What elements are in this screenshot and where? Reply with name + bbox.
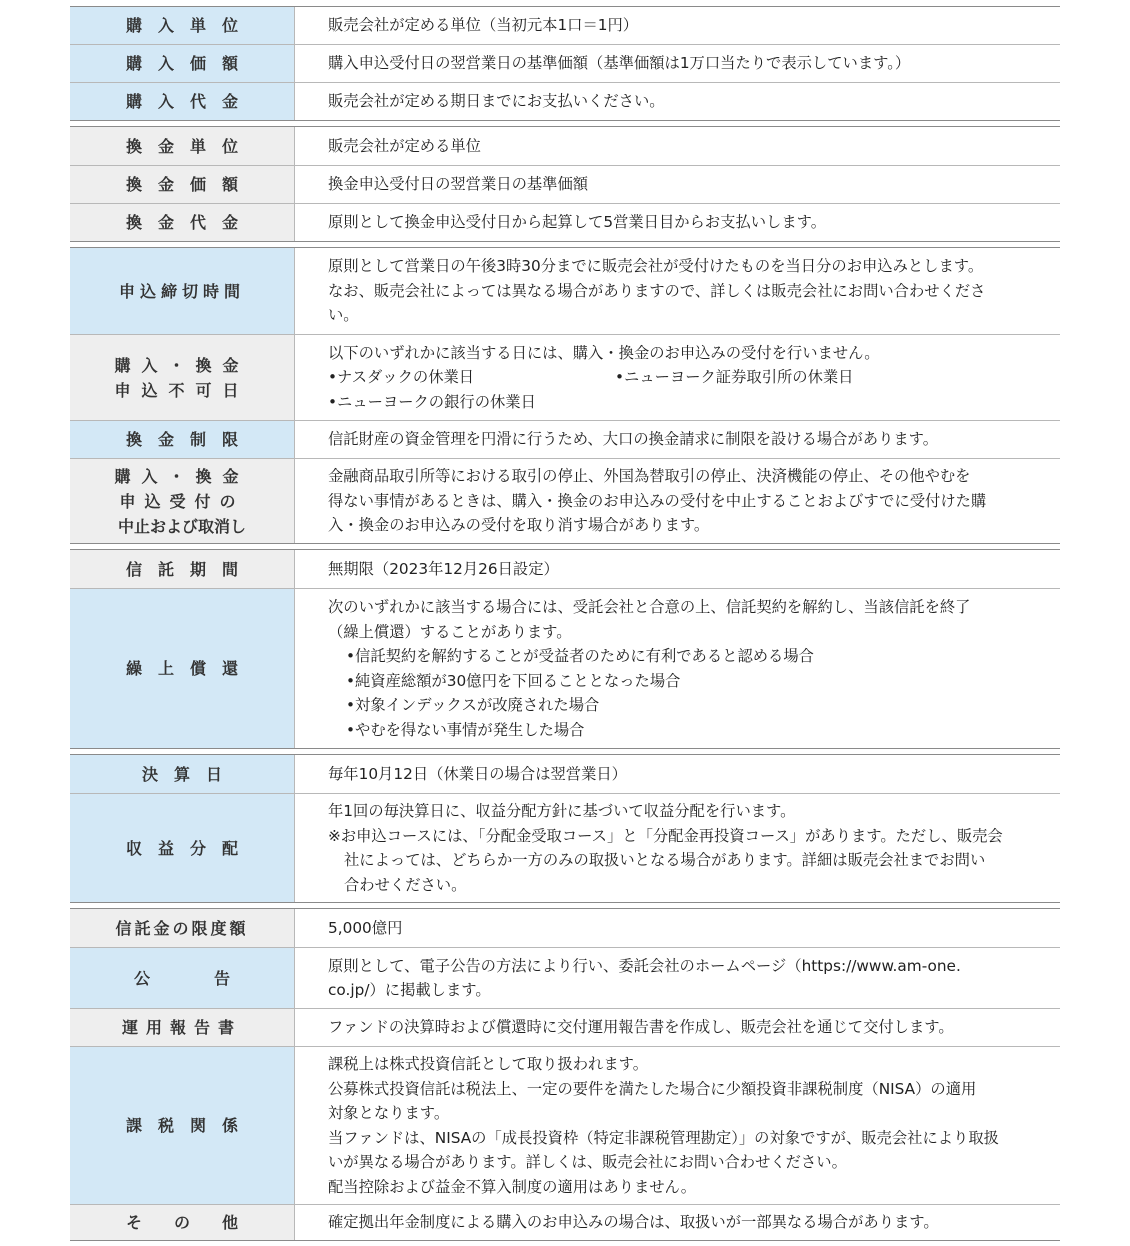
row-value [295, 794, 1060, 902]
table-row [70, 909, 1060, 947]
text-line: 金融商品取引所等における取引の停止、外国為替取引の停止、決済機能の停止、その他やむを [328, 467, 971, 486]
row-label: 収 益 分 配 [70, 794, 295, 902]
note-line: 合わせください。 [344, 875, 467, 894]
row-label: 購 入 単 位 [70, 7, 295, 44]
table-row [70, 420, 1060, 458]
text-line: 次のいずれかに該当する場合には、受託会社と合意の上、信託契約を解約し、当該信託を終了 [328, 598, 971, 616]
text-line: （繰上償還）することがあります。 [328, 622, 572, 641]
redemption-group [70, 126, 1060, 242]
text-line: 当ファンドは、NISAの「成長投資枠（特定非課税管理勘定）」の対象ですが、販売会社により取扱 [328, 1128, 999, 1147]
text-line: 以下のいずれかに該当する日には、購入・換金のお申込みの受付を行いません。 [328, 343, 880, 362]
row-value: 5,000億円 [328, 918, 403, 937]
text-line: 原則として営業日の午後3時30分までに販売会社が受付けたものを当日分のお申込みとします。 [328, 257, 984, 276]
table-row [70, 127, 1060, 165]
orders-group [70, 247, 1060, 544]
table-row [70, 947, 1060, 1008]
table-row [70, 165, 1060, 203]
list-item: •純資産総額が30億円を下回ることとなった場合 [346, 671, 681, 690]
row-label [70, 459, 295, 543]
table-row [70, 1008, 1060, 1046]
text-line: い。 [328, 306, 359, 325]
row-label: 信託金の限度額 [70, 909, 295, 947]
note-line: ※お申込コースには、「分配金受取コース」と「分配金再投資コース」があります。ただし、販売会 [328, 826, 1003, 845]
list-item: •信託契約を解約することが受益者のために有利であると認める場合 [346, 647, 814, 665]
purchase-group [70, 6, 1060, 121]
other-group [70, 908, 1060, 1241]
table-row [70, 458, 1060, 543]
row-value: 販売会社が定める単位 [328, 136, 481, 155]
list-item: •対象インデックスが改廃された場合 [346, 696, 600, 714]
row-value [295, 459, 1060, 543]
table-row [70, 203, 1060, 241]
fund-terms-table [70, 6, 1060, 1246]
list-item: •ニューヨークの銀行の休業日 [328, 392, 536, 411]
note-line: 社によっては、どちらか一方のみの取扱いとなる場合があります。詳細は販売会社までお問い [344, 851, 986, 869]
table-row [70, 755, 1060, 793]
row-value: 販売会社が定める単位（当初元本1口＝1円） [328, 16, 639, 35]
list-item: •やむを得ない事情が発生した場合 [346, 720, 585, 739]
row-label [70, 335, 295, 420]
row-value: 確定拠出年金制度による購入のお申込みの場合は、取扱いが一部異なる場合があります。 [328, 1213, 939, 1232]
text-line: 配当控除および益金不算入制度の適用はありません。 [328, 1177, 697, 1196]
label-line: 申込不可日 [114, 380, 250, 400]
row-value [295, 248, 1060, 334]
row-label: 申込締切時間 [70, 248, 295, 334]
row-label: 信 託 期 間 [70, 550, 295, 588]
row-label: 運用報告書 [70, 1009, 295, 1046]
row-value [295, 335, 1060, 420]
table-row [70, 550, 1060, 588]
text-line: 年1回の毎決算日に、収益分配方針に基づいて収益分配を行います。 [328, 802, 796, 820]
row-label: 公 告 [70, 948, 295, 1008]
row-value [295, 589, 1060, 748]
text-line: 原則として、電子公告の方法により行い、委託会社のホームページ（https://www.am-one. [328, 956, 961, 975]
row-label: 換 金 価 額 [70, 166, 295, 203]
table-row [70, 248, 1060, 334]
table-row [70, 1204, 1060, 1240]
table-row [70, 793, 1060, 902]
row-label: 決 算 日 [70, 755, 295, 793]
row-label: 換 金 単 位 [70, 127, 295, 165]
row-value [295, 948, 1060, 1008]
row-value: 換金申込受付日の翌営業日の基準価額 [328, 175, 589, 194]
label-line: 購入・換金 [114, 355, 250, 375]
row-label: 繰 上 償 還 [70, 589, 295, 748]
text-line: 得ない事情があるときは、購入・換金のお申込みの受付を中止することおよびすでに受付けた購 [328, 491, 987, 510]
table-row [70, 334, 1060, 420]
text-line: 公募株式投資信託は税法上、一定の要件を満たした場合に少額投資非課税制度（NISA）の適用 [328, 1079, 977, 1098]
text-line: なお、販売会社によっては異なる場合がありますので、詳しくは販売会社にお問い合わせくださ [328, 281, 986, 300]
text-line: 対象となります。 [328, 1104, 450, 1122]
text-line: co.jp/）に掲載します。 [328, 981, 491, 999]
list-item: •ナスダックの休業日 [328, 368, 475, 387]
row-label: 換 金 代 金 [70, 204, 295, 241]
text-line: 課税上は株式投資信託として取り扱われます。 [328, 1055, 649, 1073]
table-row [70, 1046, 1060, 1204]
text-line: 入・換金のお申込みの受付を取り消す場合があります。 [328, 516, 710, 535]
row-label: そ の 他 [70, 1205, 295, 1240]
label-line: 中止および取消し [117, 516, 246, 536]
trust-group [70, 549, 1060, 749]
row-value [295, 1047, 1060, 1204]
table-row [70, 44, 1060, 82]
row-label: 購 入 価 額 [70, 45, 295, 82]
row-label: 換 金 制 限 [70, 421, 295, 458]
row-value: 毎年10月12日（休業日の場合は翌営業日） [328, 764, 627, 783]
text-line: いが異なる場合があります。詳しくは、販売会社にお問い合わせください。 [328, 1153, 847, 1171]
row-label: 購 入 代 金 [70, 83, 295, 120]
row-label: 課 税 関 係 [70, 1047, 295, 1204]
table-row [70, 588, 1060, 748]
table-row [70, 82, 1060, 120]
row-value: 無期限（2023年12月26日設定） [328, 559, 559, 578]
label-line: 購入・換金 [114, 466, 250, 486]
row-value: ファンドの決算時および償還時に交付運用報告書を作成し、販売会社を通じて交付します。 [328, 1018, 954, 1037]
list-item: •ニューヨーク証券取引所の休業日 [615, 368, 854, 387]
row-value: 原則として換金申込受付日から起算して5営業日目からお支払いします。 [328, 213, 827, 232]
row-value: 販売会社が定める期日までにお支払いください。 [328, 92, 665, 111]
row-value: 購入申込受付日の翌営業日の基準価額（基準価額は1万口当たりで表示しています。） [328, 54, 911, 73]
label-line: 申込受付の [119, 491, 245, 511]
row-value: 信託財産の資金管理を円滑に行うため、大口の換金請求に制限を設ける場合があります。 [328, 430, 939, 449]
table-row [70, 7, 1060, 44]
settlement-group [70, 754, 1060, 903]
item-pair [328, 365, 1040, 390]
